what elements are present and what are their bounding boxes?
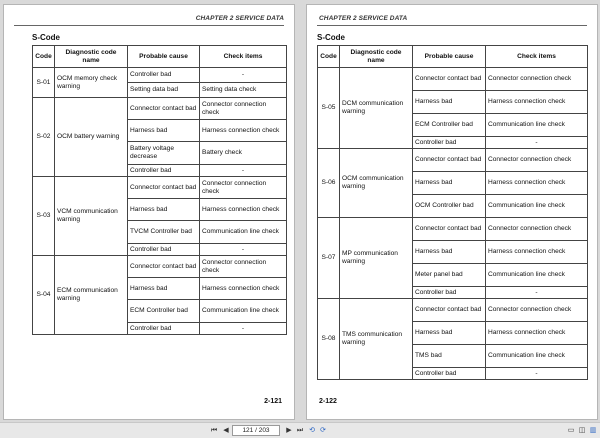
check-item-cell: Battery check [200, 142, 287, 165]
check-item-cell: Communication line check [486, 264, 588, 287]
probable-cause-cell: Controller bad [413, 137, 486, 149]
check-item-cell: - [200, 323, 287, 335]
check-item-cell: Communication line check [486, 195, 588, 218]
probable-cause-cell: Controller bad [413, 368, 486, 380]
probable-cause-cell: Controller bad [128, 165, 200, 177]
check-item-cell: - [486, 368, 588, 380]
probable-cause-cell: Controller bad [128, 323, 200, 335]
next-page-icon[interactable]: ▶ [286, 427, 292, 434]
code-name-cell: VCM communication warning [55, 177, 128, 256]
table-row [33, 98, 287, 120]
table-row [33, 177, 287, 199]
code-cell: S-08 [318, 299, 340, 380]
probable-cause-cell: Connector contact bad [128, 256, 200, 278]
probable-cause-cell: Battery voltage decrease [128, 142, 200, 165]
code-cell: S-05 [318, 68, 340, 149]
probable-cause-cell: Connector contact bad [128, 177, 200, 199]
check-item-cell: Connector connection check [200, 256, 287, 278]
probable-cause-cell: Connector contact bad [413, 149, 486, 172]
check-item-cell: Harness connection check [486, 172, 588, 195]
last-page-icon[interactable]: ⏭ [296, 427, 304, 434]
back-icon[interactable]: ⟲ [309, 427, 315, 434]
code-name-cell: ECM communication warning [55, 256, 128, 335]
probable-cause-cell: Harness bad [413, 91, 486, 114]
check-item-cell: Harness connection check [200, 199, 287, 221]
scode-table-left [32, 45, 287, 335]
two-page-view-icon[interactable]: ◫ [578, 427, 586, 434]
check-item-cell: Connector connection check [486, 299, 588, 322]
code-name-cell: TMS communication warning [340, 299, 413, 380]
section-title: S-Code [32, 33, 60, 42]
check-item-cell: - [200, 165, 287, 177]
check-item-cell: - [200, 68, 287, 83]
probable-cause-cell: ECM Controller bad [128, 300, 200, 323]
probable-cause-cell: TVCM Controller bad [128, 221, 200, 244]
probable-cause-cell: OCM Controller bad [413, 195, 486, 218]
code-name-cell: DCM communication warning [340, 68, 413, 149]
check-item-cell: Setting data check [200, 83, 287, 98]
table-row [318, 149, 588, 172]
probable-cause-cell: Harness bad [128, 278, 200, 300]
check-item-cell: Connector connection check [200, 98, 287, 120]
header-rule [317, 25, 587, 26]
check-item-cell: Communication line check [486, 114, 588, 137]
check-item-cell: - [200, 244, 287, 256]
header-rule [14, 25, 284, 26]
page-right [306, 4, 598, 420]
col-header-cause: Probable cause [128, 46, 200, 68]
table-row [318, 68, 588, 91]
probable-cause-cell: Connector contact bad [413, 68, 486, 91]
probable-cause-cell: Harness bad [128, 120, 200, 142]
col-header-check: Check items [486, 46, 588, 68]
check-item-cell: Harness connection check [486, 241, 588, 264]
viewer-toolbar [0, 422, 600, 438]
page-number: 2-121 [264, 398, 282, 405]
check-item-cell: Communication line check [200, 221, 287, 244]
code-name-cell: OCM battery warning [55, 98, 128, 177]
page-left [3, 4, 295, 420]
probable-cause-cell: ECM Controller bad [413, 114, 486, 137]
continuous-view-icon[interactable]: ▥ [589, 427, 597, 434]
probable-cause-cell: TMS bad [413, 345, 486, 368]
code-name-cell: OCM communication warning [340, 149, 413, 218]
check-item-cell: Connector connection check [200, 177, 287, 199]
table-row [318, 299, 588, 322]
check-item-cell: - [486, 287, 588, 299]
code-cell: S-04 [33, 256, 55, 335]
probable-cause-cell: Connector contact bad [128, 98, 200, 120]
probable-cause-cell: Harness bad [128, 199, 200, 221]
check-item-cell: Communication line check [200, 300, 287, 323]
code-cell: S-01 [33, 68, 55, 98]
code-cell: S-06 [318, 149, 340, 218]
check-item-cell: Connector connection check [486, 68, 588, 91]
chapter-header: CHAPTER 2 SERVICE DATA [319, 15, 408, 22]
table-row [318, 218, 588, 241]
probable-cause-cell: Harness bad [413, 322, 486, 345]
scode-table-right [317, 45, 588, 380]
probable-cause-cell: Controller bad [413, 287, 486, 299]
code-cell: S-03 [33, 177, 55, 256]
col-header-name: Diagnostic code name [340, 46, 413, 68]
code-cell: S-02 [33, 98, 55, 177]
probable-cause-cell: Harness bad [413, 241, 486, 264]
check-item-cell: Harness connection check [200, 120, 287, 142]
probable-cause-cell: Connector contact bad [413, 299, 486, 322]
check-item-cell: Connector connection check [486, 149, 588, 172]
probable-cause-cell: Controller bad [128, 68, 200, 83]
chapter-header: CHAPTER 2 SERVICE DATA [195, 15, 284, 22]
prev-page-icon[interactable]: ◀ [223, 427, 229, 434]
table-row [33, 68, 287, 83]
col-header-code: Code [33, 46, 55, 68]
page-number: 2-122 [319, 398, 337, 405]
check-item-cell: Communication line check [486, 345, 588, 368]
table-row [33, 256, 287, 278]
col-header-cause: Probable cause [413, 46, 486, 68]
check-item-cell: Harness connection check [486, 322, 588, 345]
probable-cause-cell: Controller bad [128, 244, 200, 256]
check-item-cell: Connector connection check [486, 218, 588, 241]
check-item-cell: Harness connection check [486, 91, 588, 114]
probable-cause-cell: Connector contact bad [413, 218, 486, 241]
page-indicator-input[interactable]: 121 / 203 [232, 425, 280, 436]
first-page-icon[interactable]: ⏮ [210, 427, 218, 434]
single-page-view-icon[interactable]: ▭ [567, 427, 575, 434]
code-cell: S-07 [318, 218, 340, 299]
forward-icon[interactable]: ⟳ [320, 427, 326, 434]
probable-cause-cell: Meter panel bad [413, 264, 486, 287]
probable-cause-cell: Setting data bad [128, 83, 200, 98]
code-name-cell: OCM memory check warning [55, 68, 128, 98]
check-item-cell: - [486, 137, 588, 149]
section-title: S-Code [317, 33, 345, 42]
check-item-cell: Harness connection check [200, 278, 287, 300]
code-name-cell: MP communication warning [340, 218, 413, 299]
col-header-check: Check items [200, 46, 287, 68]
probable-cause-cell: Harness bad [413, 172, 486, 195]
col-header-code: Code [318, 46, 340, 68]
col-header-name: Diagnostic code name [55, 46, 128, 68]
